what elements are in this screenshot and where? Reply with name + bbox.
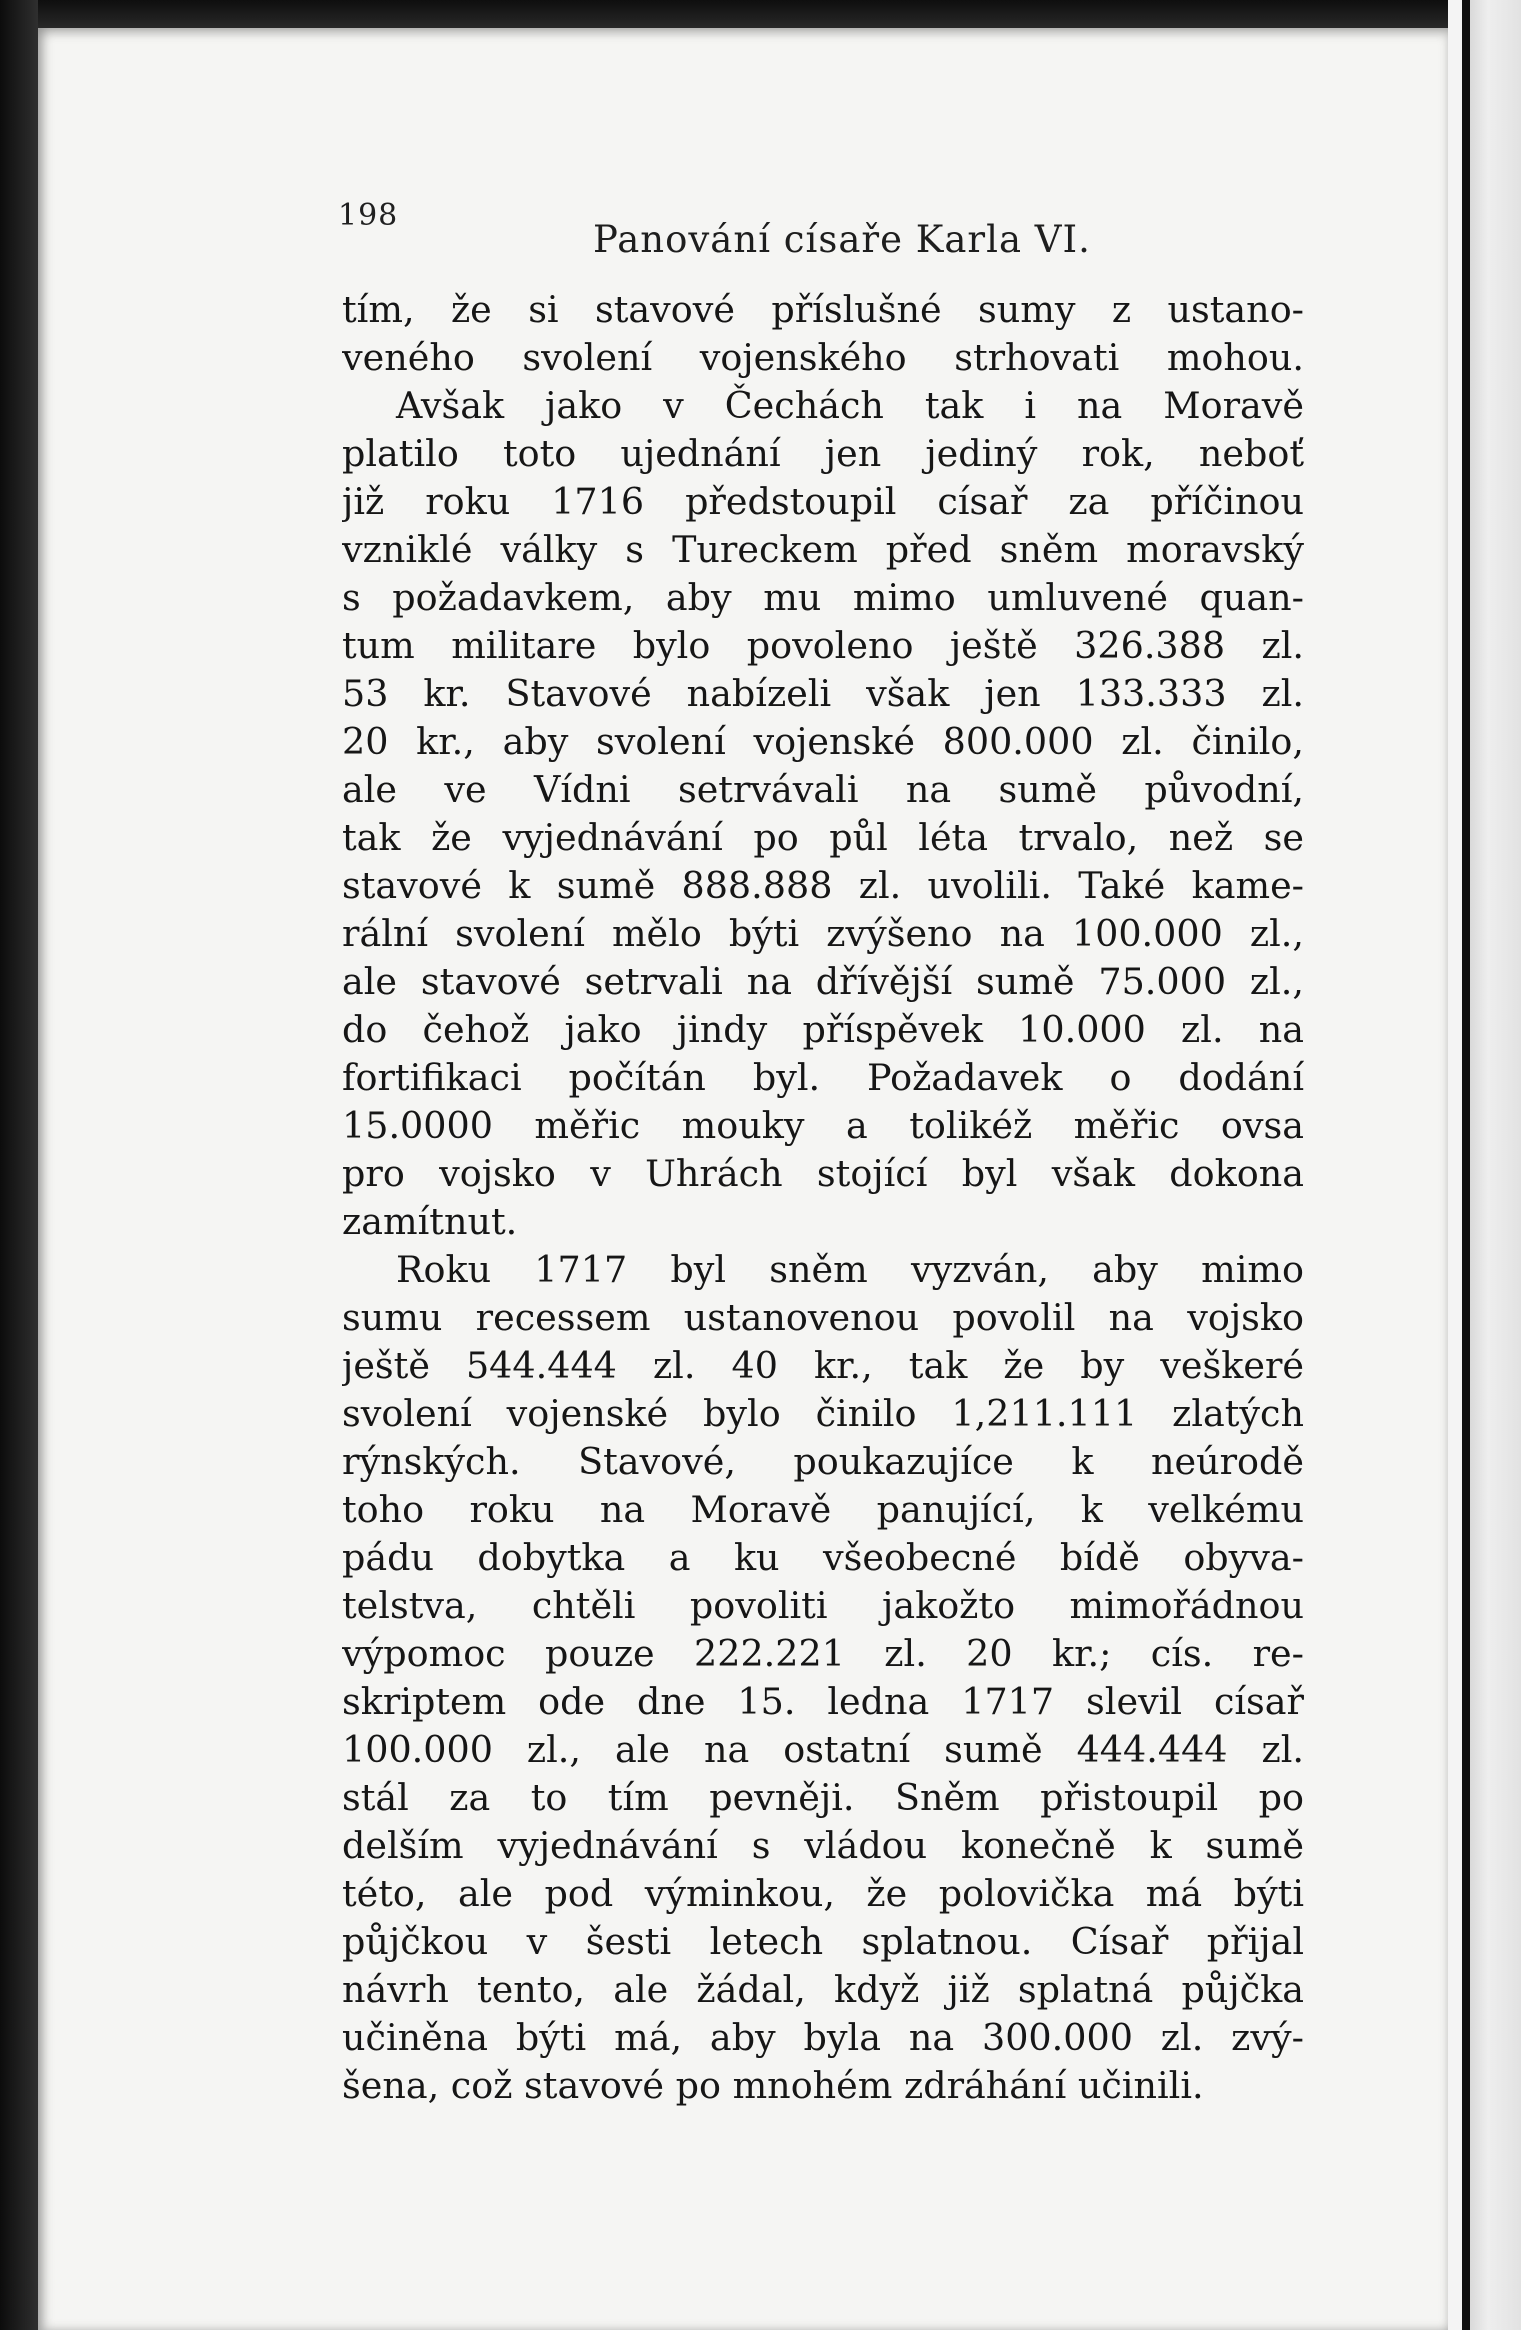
text-line: této, ale pod výminkou, že polovička má býti	[342, 1872, 1304, 1915]
text-line: zamítnut.	[342, 1200, 518, 1243]
scan-frame-top	[0, 0, 1521, 30]
scan-frame-left	[0, 0, 38, 2330]
text-line: s požadavkem, aby mu mimo umluvené quan-	[342, 576, 1304, 619]
text-line: stál za to tím pevněji. Sněm přistoupil po	[342, 1776, 1304, 1819]
text-line: šena, což stavové po mnohém zdráhání učinili.	[342, 2064, 1204, 2107]
text-line: vzniklé války s Tureckem před sněm moravský	[342, 528, 1304, 571]
book-page	[38, 28, 1448, 2330]
text-line: učiněna býti má, aby byla na 300.000 zl. zvý-	[342, 2016, 1304, 2059]
text-line: pro vojsko v Uhrách stojící byl však dokona	[342, 1152, 1304, 1195]
adjacent-page-edge	[1448, 0, 1521, 2330]
text-line: již roku 1716 předstoupil císař za příčinou	[342, 480, 1304, 523]
body-text	[342, 286, 1304, 2110]
text-line: ještě 544.444 zl. 40 kr., tak že by veškeré	[342, 1344, 1304, 1387]
text-line: skriptem ode dne 15. ledna 1717 slevil císař	[342, 1680, 1304, 1723]
text-line: veného svolení vojenského strhovati mohou.	[342, 336, 1304, 379]
text-line: do čehož jako jindy příspěvek 10.000 zl. na	[342, 1008, 1304, 1051]
text-line: Roku 1717 byl sněm vyzván, aby mimo	[396, 1248, 1304, 1291]
text-line: rýnských. Stavové, poukazujíce k neúrodě	[342, 1440, 1304, 1483]
text-line: 53 kr. Stavové nabízeli však jen 133.333 zl.	[342, 672, 1304, 715]
text-line: svolení vojenské bylo činilo 1,211.111 zlatých	[342, 1392, 1304, 1435]
text-line: ale stavové setrvali na dřívější sumě 75.000 zl.,	[342, 960, 1304, 1003]
text-line: tím, že si stavové příslušné sumy z ustano-	[342, 288, 1304, 331]
text-line: tak že vyjednávání po půl léta trvalo, než se	[342, 816, 1304, 859]
running-head	[38, 28, 1448, 288]
text-line: delším vyjednávání s vládou konečně k sumě	[342, 1824, 1304, 1867]
text-line: 20 kr., aby svolení vojenské 800.000 zl. činilo,	[342, 720, 1304, 763]
text-line: 15.0000 měřic mouky a tolikéž měřic ovsa	[342, 1104, 1304, 1147]
text-line: ale ve Vídni setrvávali na sumě původní,	[342, 768, 1304, 811]
text-line: návrh tento, ale žádal, když již splatná půjčka	[342, 1968, 1304, 2011]
running-title: Panování císaře Karla VI.	[593, 218, 1091, 261]
text-line: telstva, chtěli povoliti jakožto mimořádnou	[342, 1584, 1304, 1627]
text-line: fortifikaci počítán byl. Požadavek o dodání	[342, 1056, 1304, 1099]
text-line: 100.000 zl., ale na ostatní sumě 444.444 zl.	[342, 1728, 1304, 1771]
text-line: platilo toto ujednání jen jediný rok, neboť	[342, 432, 1304, 475]
text-line: Avšak jako v Čechách tak i na Moravě	[396, 384, 1304, 427]
text-line: rální svolení mělo býti zvýšeno na 100.000 zl.,	[342, 912, 1304, 955]
text-line: pádu dobytka a ku všeobecné bídě obyva-	[342, 1536, 1304, 1579]
text-line: půjčkou v šesti letech splatnou. Císař přijal	[342, 1920, 1304, 1963]
page-number: 198	[338, 198, 399, 233]
text-line: tum militare bylo povoleno ještě 326.388 zl.	[342, 624, 1304, 667]
text-line: stavové k sumě 888.888 zl. uvolili. Také kame-	[342, 864, 1304, 907]
text-line: toho roku na Moravě panující, k velkému	[342, 1488, 1304, 1531]
text-line: výpomoc pouze 222.221 zl. 20 kr.; cís. re-	[342, 1632, 1304, 1675]
text-line: sumu recessem ustanovenou povolil na vojsko	[342, 1296, 1304, 1339]
